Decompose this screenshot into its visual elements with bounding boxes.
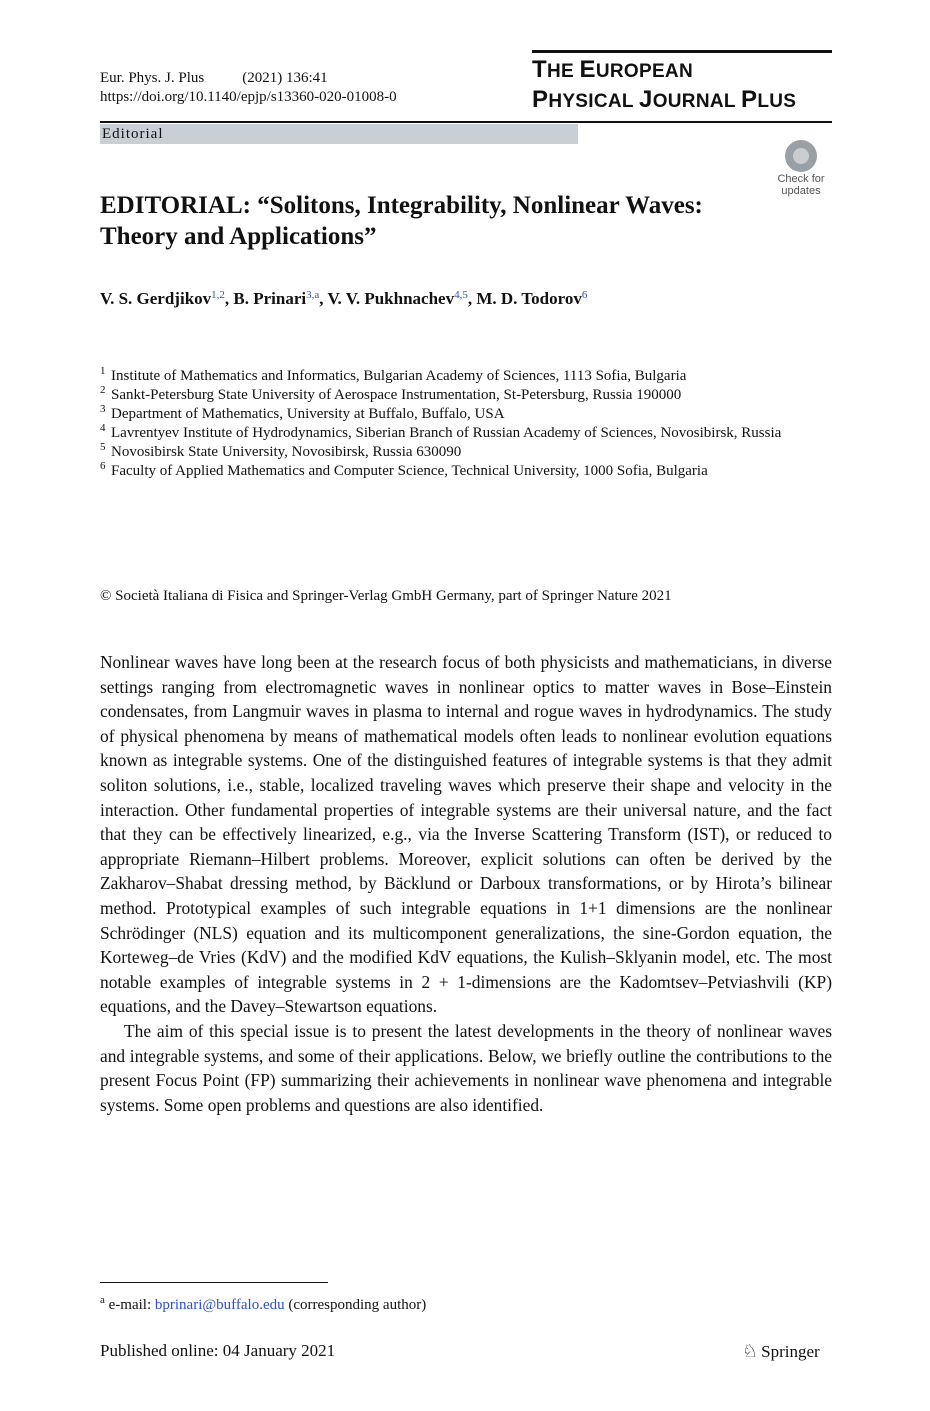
volume-info: (2021) 136:41 [242,70,328,86]
affiliation-item: 3 Department of Mathematics, University at Buffalo, Buffalo, USA [100,403,505,422]
crossmark-icon [785,140,817,172]
author[interactable]: V. S. Gerdjikov$^{1,2}$ [100,289,225,308]
author[interactable]: V. V. Pukhnachev$^{4,5}$ [327,289,468,308]
copyright-notice: © Società Italiana di Fisica and Springer-Verlag GmbH Germany, part of Springer Nature 2021 [100,588,672,604]
journal-rule [532,50,832,53]
affiliation-item: 5 Novosibirsk State University, Novosibirsk, Russia 630090 [100,441,462,460]
affiliation-item: 2 Sankt-Petersburg State University of Aerospace Instrumentation, St-Petersburg, Russia 190000 [100,384,682,403]
affiliation-item: 6 Faculty of Applied Mathematics and Computer Science, Technical University, 1000 Sofia, Bulgaria [100,460,708,479]
journal-abbrev: Eur. Phys. J. Plus [100,70,205,86]
published-date: Published online: 04 January 2021 [100,1341,336,1360]
email-link[interactable]: bprinari@buffalo.edu [154,1297,285,1313]
paragraph: The aim of this special issue is to present the latest developments in the theory of nonlinear waves and integrable systems, and some of their applications. Below, we briefly outline the contributions to the present Focus Point (FP) summarizing their achievements in nonlinear wave phenomena and integrable systems. Some open problems and questions are also identified. [100,1020,832,1115]
header-rule [100,121,832,123]
springer-horse-icon: ♘ [742,1341,759,1361]
doi-link[interactable]: https://doi.org/10.1140/epjp/s13360-020-01008-0 [100,89,397,105]
footnote-rule [100,1282,328,1283]
affiliations [100,367,840,481]
affiliation-item: 1 Institute of Mathematics and Informatics, Bulgarian Academy of Sciences, 1113 Sofia, Bulgaria [100,365,687,384]
body-text [100,650,832,1117]
author[interactable]: B. Prinari$^{3,a}$ [233,289,320,308]
author[interactable]: M. D. Todorov$^6$ [476,289,588,308]
article-type-label: Editorial [100,124,578,144]
affiliation-item: 4 Lavrentyev Institute of Hydrodynamics, Siberian Branch of Russian Academy of Sciences, Novosibirsk, Russia [100,422,782,441]
author-list: V. S. Gerdjikov$^{1,2}$, B. Prinari$^{3,a}$, V. V. Pukhnachev$^{4,5}$, M. D. Todorov$^6$ [100,289,588,308]
article-citation [100,69,397,107]
publisher-logo: ♘ Springer [742,1341,820,1361]
paragraph: Nonlinear waves have long been at the research focus of both physicists and mathematicians, in diverse settings ranging from electromagnetic waves in nonlinear optics to matter waves in Bose–Einstein condensates, from Langmuir waves in plasma to internal and rogue waves in hydrodynamics. The study of physical phenomena by means of mathematical models often leads to nonlinear evolution equations known as integrable systems. One of the distinguished features of integrable systems is that they admit soliton solutions, i.e., stable, localized traveling waves which preserve their shape and velocity in the interaction. Other fundamental properties of integrable systems are their universal nature, and the fact that they can be effectively linearized, e.g., via the Inverse Scattering Transform (IST), or reduced to appropriate Riemann–Hilbert problems. Moreover, explicit solutions can often be derived by the Zakharov–Shabat dressing method, by Bäcklund or Darboux transformations, or by Hirota’s bilinear method. Prototypical examples of such integrable equations in 1+1 dimensions are the nonlinear Schrödinger (NLS) equation and its multicomponent generalizations, the sine-Gordon equation, the Korteweg–de Vries (KdV) and the modified KdV equations, the Kulish–Sklyanin model, etc. The most notable examples of integrable systems in 2 + 1-dimensions are the Kadomtsev–Petviashvili (KP) equations, and the Davey–Stewartson equations. [100,652,832,1017]
footnote: $^a$ e-mail: bprinari@buffalo.edu (corresponding author) [100,1294,427,1313]
check-for-updates-badge[interactable]: Check for updates [770,138,832,200]
paper-title: EDITORIAL: “Solitons, Integrability, Nonlinear Waves: Theory and Applications” [100,192,703,250]
journal-name: THE EUROPEAN PHYSICAL JOURNAL PLUS [532,56,797,113]
